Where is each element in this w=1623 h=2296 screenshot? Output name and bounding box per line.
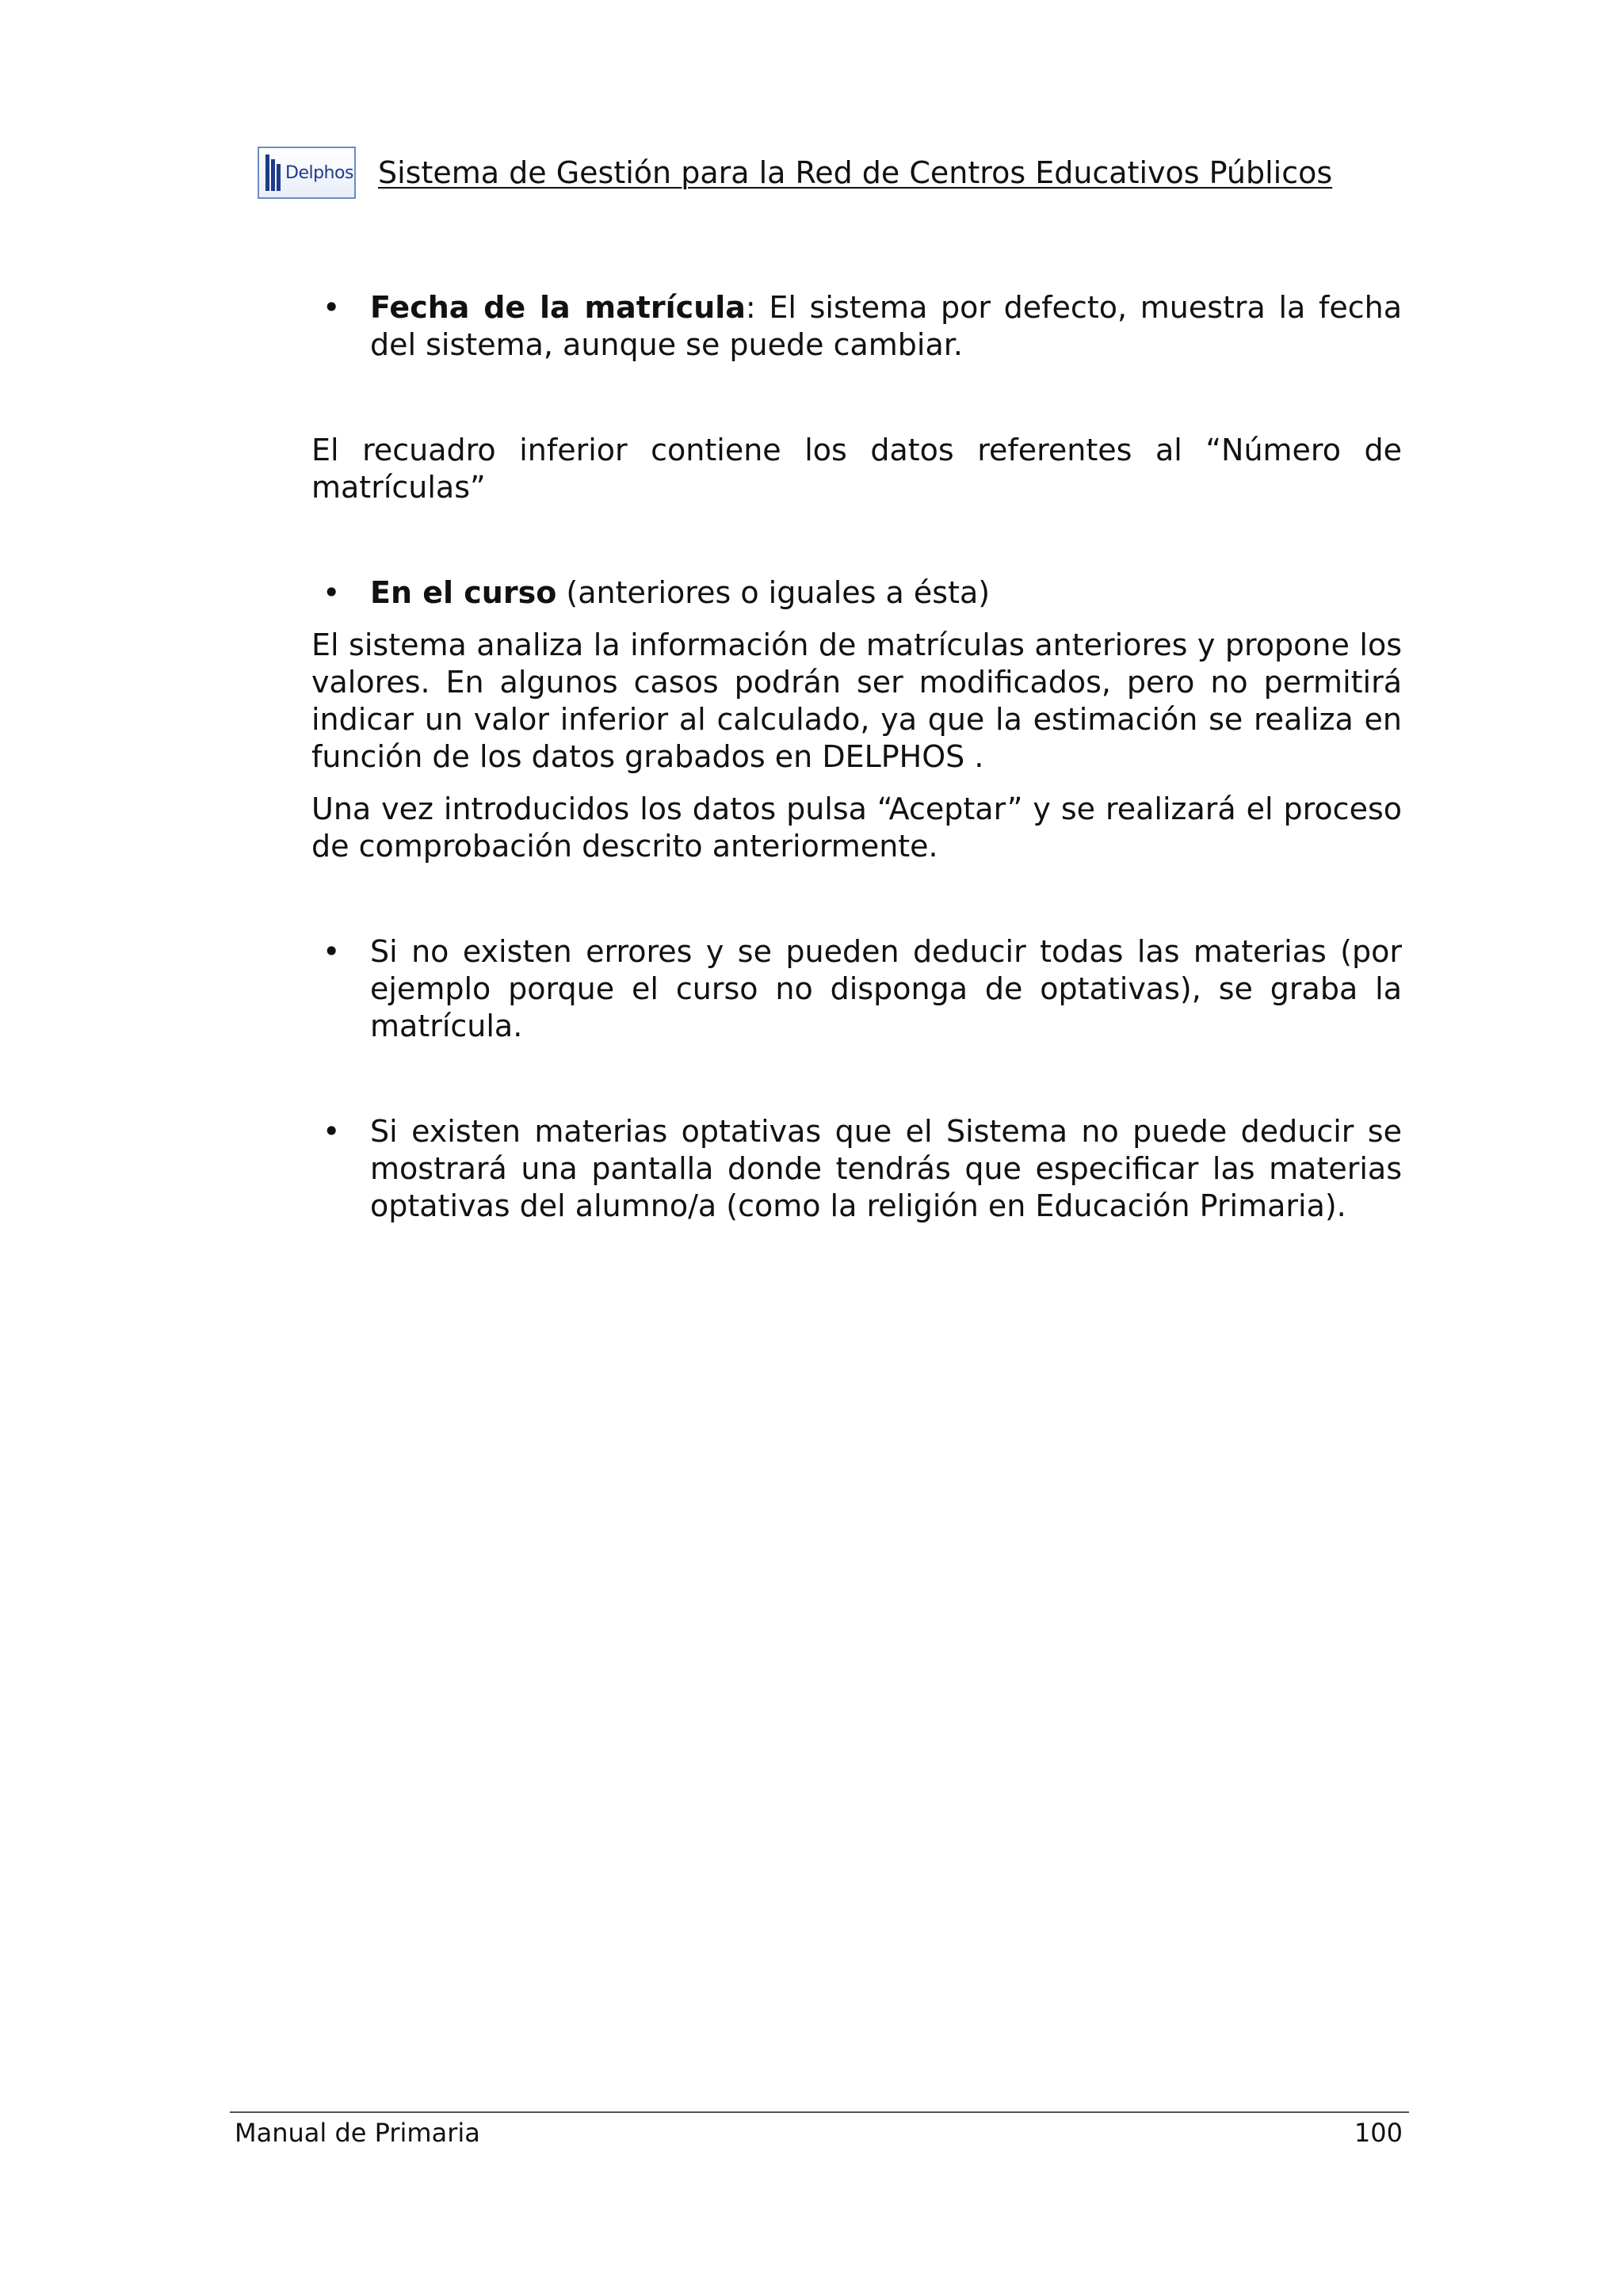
- bullet-bold-term: Fecha de la matrícula: [370, 290, 746, 325]
- bullet-text: (anteriores o iguales a ésta): [556, 575, 991, 610]
- bullet-en-el-curso: [311, 574, 1402, 612]
- header-title: Sistema de Gestión para la Red de Centros Educativos Públicos: [378, 155, 1333, 190]
- bullet-text: : El sistema por defecto, muestra la fecha del sistema, aunque se puede cambiar.: [370, 290, 1403, 362]
- bullet-optativas: [311, 1113, 1402, 1225]
- bullet-dot: •: [323, 934, 341, 969]
- page-header: [258, 145, 1332, 200]
- bullet-dot: •: [323, 290, 341, 325]
- paragraph-aceptar: Una vez introducidos los datos pulsa “Aceptar” y se realizará el proceso de comprobación descrito anteriormente.: [311, 791, 1402, 864]
- footer-manual-title: Manual de Primaria: [235, 2118, 480, 2148]
- bullet-dot: •: [323, 1114, 341, 1149]
- page-number: 100: [1354, 2118, 1403, 2148]
- paragraph-recuadro: El recuadro inferior contiene los datos referentes al “Número de matrículas”: [311, 433, 1402, 505]
- bullet-fecha-matricula: [311, 289, 1402, 364]
- bullet-text: Si no existen errores y se pueden deducir todas las materias (por ejemplo porque el curso no disponga de optativas), se graba la matrícula.: [370, 934, 1402, 1043]
- footer-divider: [230, 2111, 1409, 2113]
- bullet-bold-term: En el curso: [370, 575, 557, 610]
- bullet-text: Si existen materias optativas que el Sistema no puede deducir se mostrará una pantalla donde tendrás que especificar las materias optativas del alumno/a (como la religión en Educación Primaria).: [370, 1114, 1402, 1223]
- document-body: [311, 289, 1402, 1225]
- columns-icon: [265, 154, 282, 191]
- delphos-logo: [258, 147, 356, 199]
- bullet-dot: •: [323, 575, 341, 610]
- bullet-sin-errores: [311, 933, 1402, 1045]
- logo-text: Delphos: [285, 162, 353, 183]
- paragraph-analiza: El sistema analiza la información de matrículas anteriores y propone los valores. En algunos casos podrán ser modificados, pero no permitirá indicar un valor inferior al calculado, ya que la estimación se realiza en función de los datos grabados en DELPHOS .: [311, 627, 1402, 774]
